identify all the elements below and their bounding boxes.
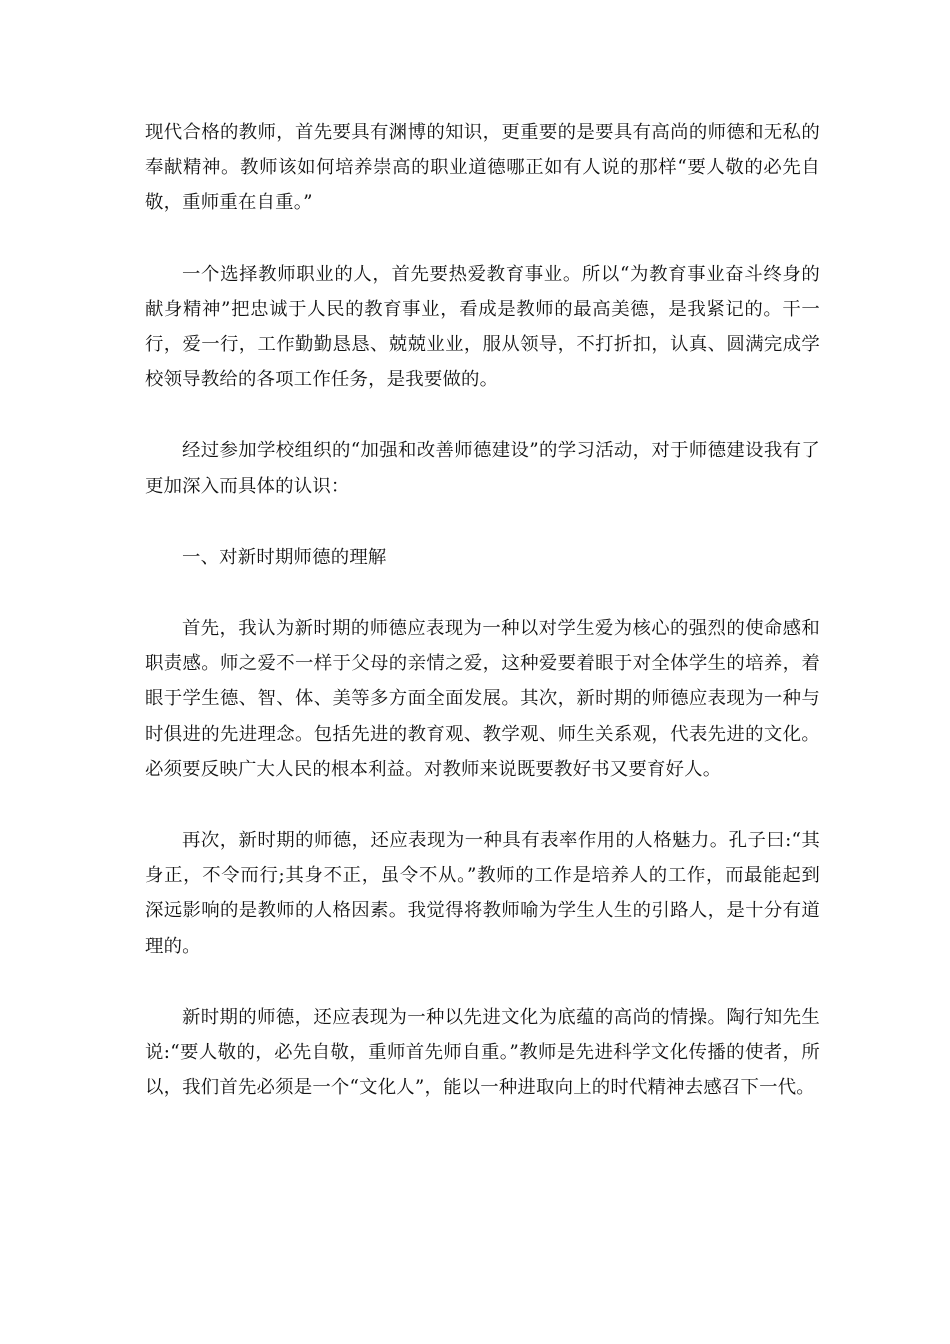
paragraph-culture: 新时期的师德，还应表现为一种以先进文化为底蕴的高尚的情操。陶行知先生说:“要人敬的，必先自敬，重师首先师自重。”教师是先进科学文化传播的使者，所以，我们首先必须是一个“文化人”，能以一种进取向上的时代精神去感召下一代。: [145, 1006, 820, 1099]
paragraph-gap: [145, 221, 820, 257]
section-heading: 一、对新时期师德的理解: [182, 546, 387, 568]
document-page: [145, 115, 820, 1105]
paragraph-love-career: 一个选择教师职业的人，首先要热爱教育事业。所以“为教育事业奋斗终身的献身精神”把忠诚于人民的教育事业，看成是教师的最高美德，是我紧记的。干一行，爱一行，工作勤勤恳恳、兢兢业业，服从领导，不打折扣，认真、圆满完成学校领导教给的各项工作任务，是我要做的。: [145, 263, 820, 391]
paragraph-again: 再次，新时期的师德，还应表现为一种具有表率作用的人格魅力。孔子曰:“其身正，不令而行;其身不正，虽令不从。”教师的工作是培养人的工作，而最能起到深远影响的是教师的人格因素。我觉得将教师喻为学生人生的引路人，是十分有道理的。: [145, 830, 820, 957]
paragraph-gap: [145, 397, 820, 433]
paragraph-gap: [145, 575, 820, 611]
paragraph-first: 首先，我认为新时期的师德应表现为一种以对学生爱为核心的强烈的使命感和职责感。师之爱不一样于父母的亲情之爱，这种爱要着眼于对全体学生的培养，着眼于学生德、智、体、美等多方面全面发展。其次，新时期的师德应表现为一种与时俱进的先进理念。包括先进的教育观、教学观、师生关系观，代表先进的文化。必须要反映广大人民的根本利益。对教师来说既要教好书又要育好人。: [145, 618, 820, 780]
paragraph-activity: 经过参加学校组织的“加强和改善师德建设”的学习活动，对于师德建设我有了更加深入而具体的认识：: [145, 440, 820, 497]
paragraph-gap: [145, 964, 820, 1000]
paragraph-gap: [145, 787, 820, 823]
paragraph-gap: [145, 504, 820, 540]
paragraph-intro: 现代合格的教师，首先要具有渊博的知识，更重要的是要具有高尚的师德和无私的奉献精神。教师该如何培养崇高的职业道德哪正如有人说的那样“要人敬的必先自敬，重师重在自重。”: [145, 122, 820, 214]
